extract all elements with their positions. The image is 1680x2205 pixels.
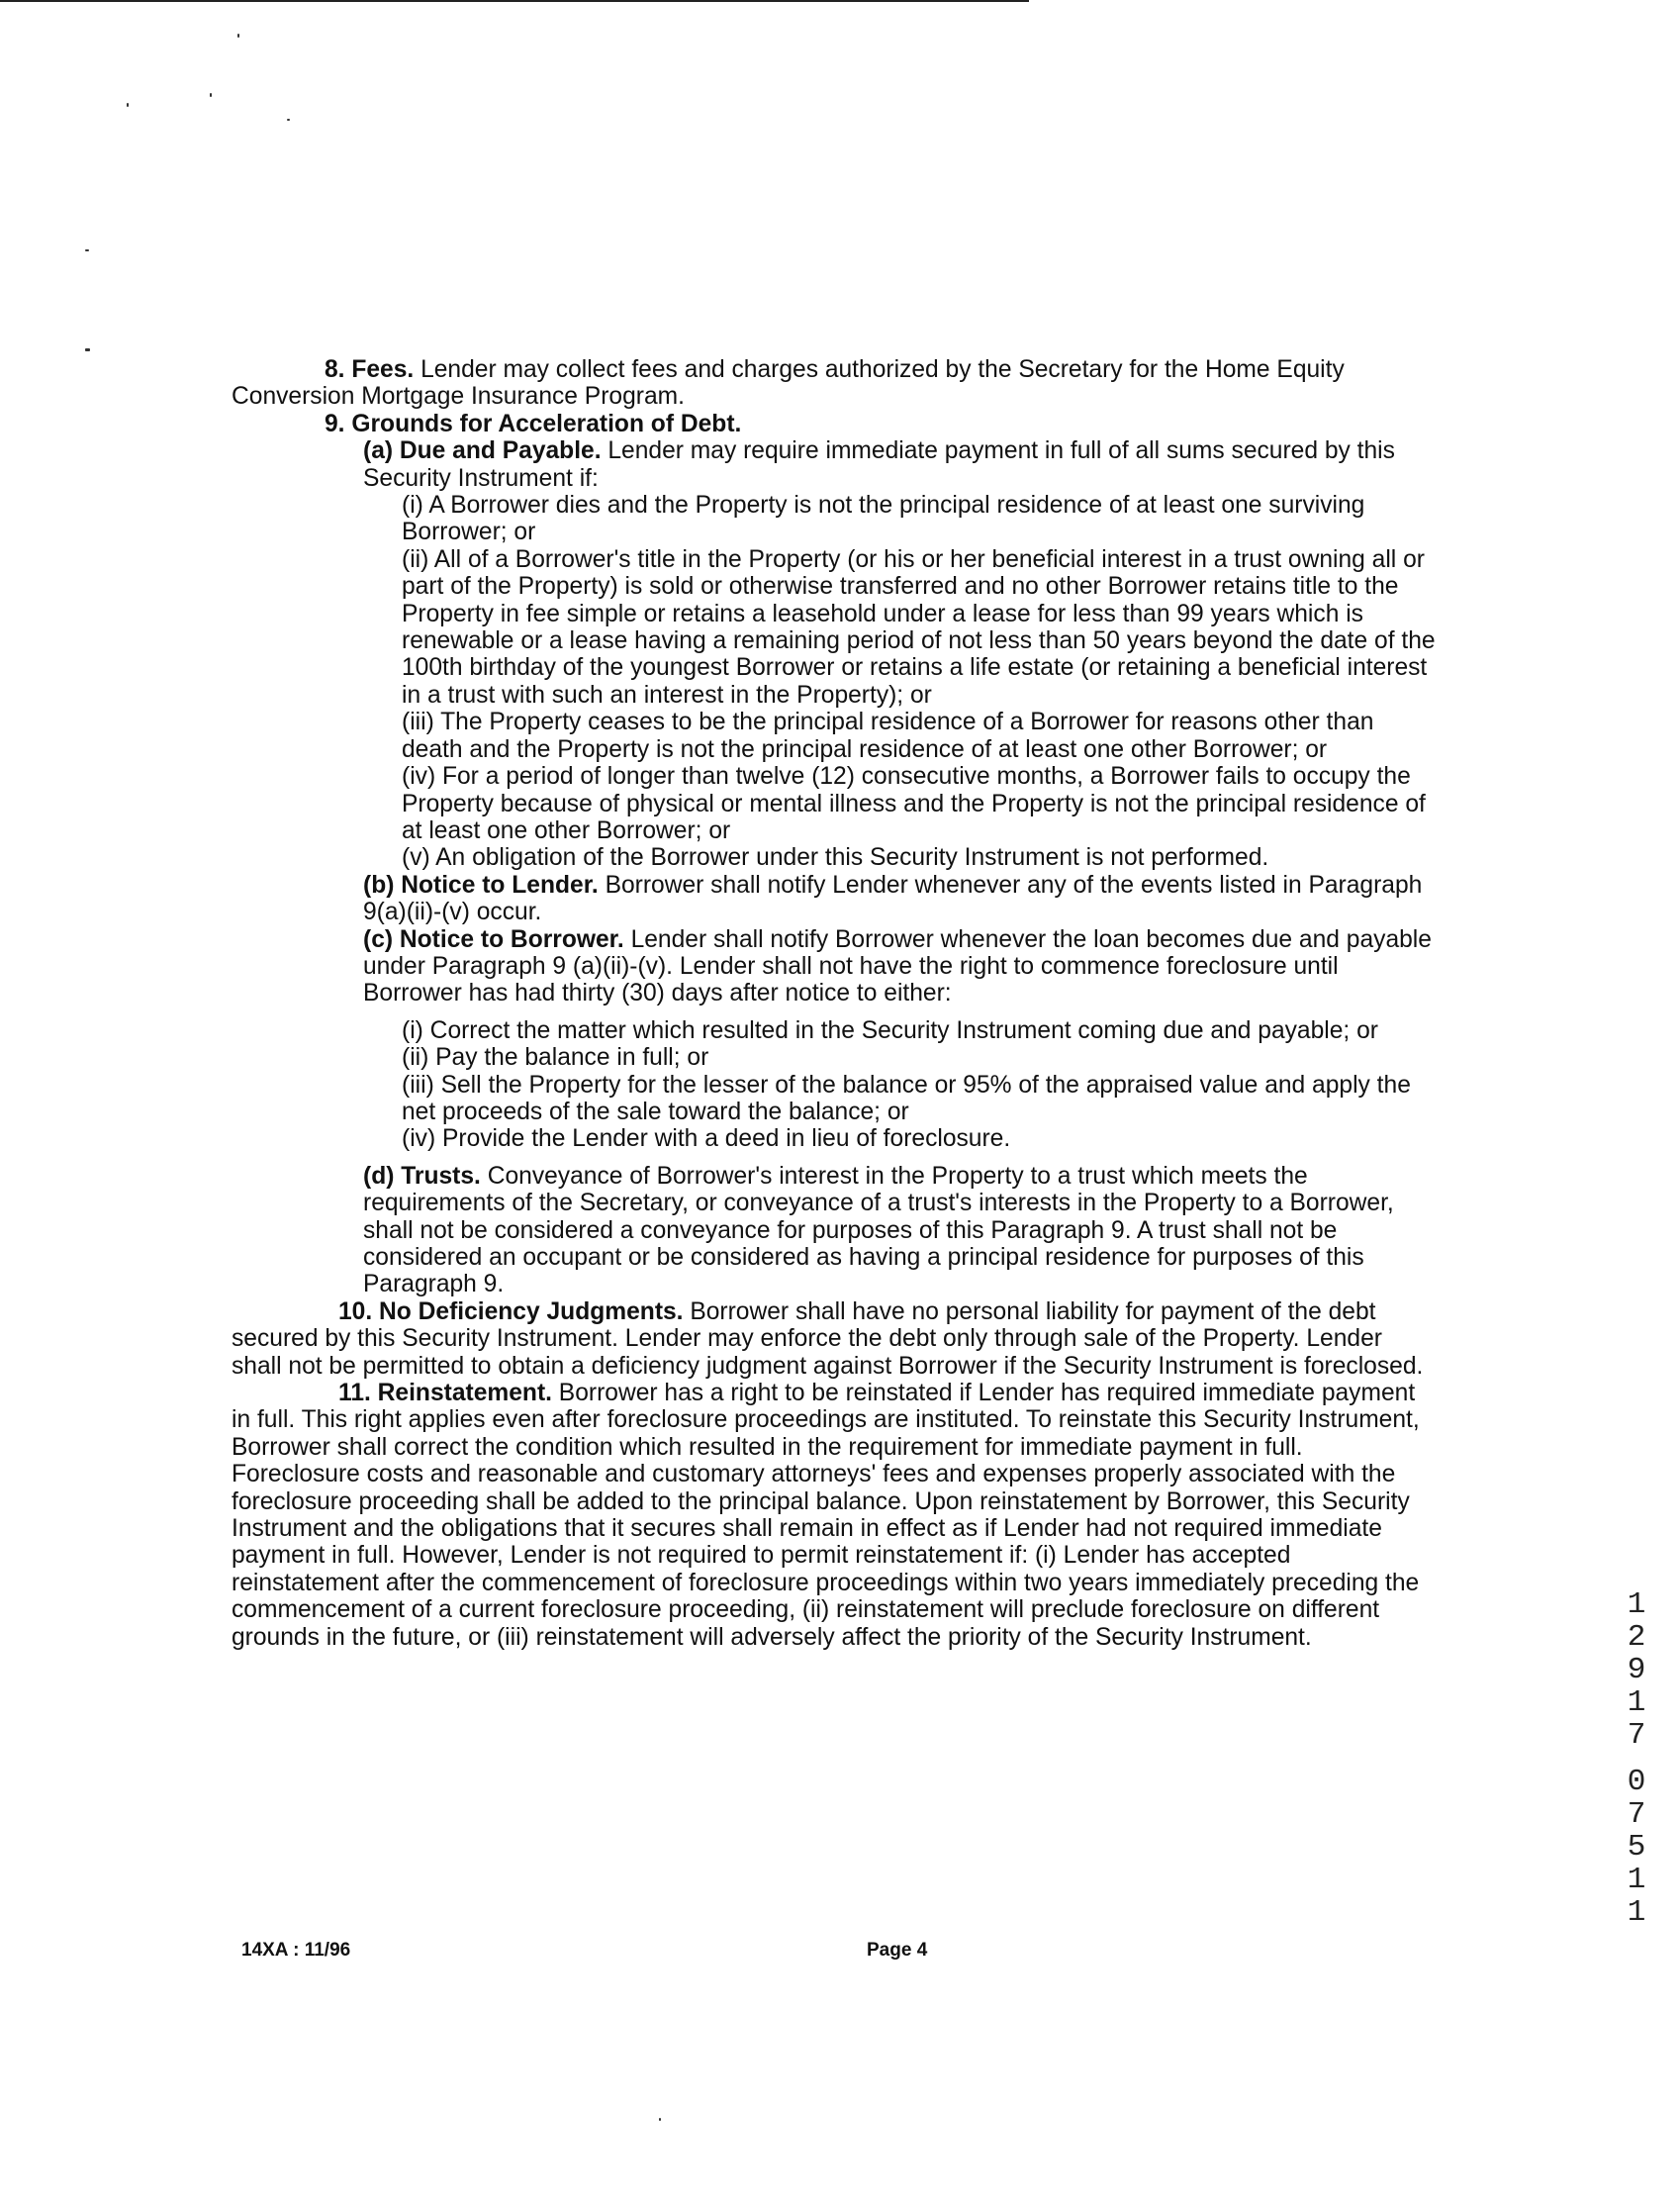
scan-speck bbox=[287, 119, 290, 121]
section-9 bbox=[232, 411, 1437, 437]
stamp-digit: 7 bbox=[1627, 1718, 1646, 1753]
clause-9b bbox=[363, 872, 1437, 926]
stamp-digit: 5 bbox=[1627, 1830, 1646, 1865]
clause-9d bbox=[363, 1163, 1437, 1298]
document-id-stamp bbox=[1623, 1588, 1650, 1929]
list-item: (iv) For a period of longer than twelve (12) consecutive months, a Borrower fails to occupy the Property because of physical or mental illness and the Property is not the principal residence of at least one other Borrower; or bbox=[402, 763, 1426, 844]
clause-heading: (c) Notice to Borrower. bbox=[363, 925, 624, 953]
clause-heading: (b) Notice to Lender. bbox=[363, 871, 599, 899]
stamp-digit: 0 bbox=[1627, 1765, 1646, 1799]
section-text: Borrower shall have no personal liability for payment of the debt secured by this Security Instrument. Lender may enforce the debt only through sale of the Property. Lender shall not be permitted to obtain a deficiency judgment against Borrower if the Security Instrument is foreclosed. bbox=[232, 1297, 1424, 1380]
list-item: (iii) Sell the Property for the lesser of the balance or 95% of the appraised value and apply the net proceeds of the sale toward the balance; or bbox=[402, 1071, 1411, 1125]
scan-speck bbox=[85, 348, 90, 351]
section-heading: 10. No Deficiency Judgments. bbox=[338, 1297, 684, 1325]
section-heading: 11. Reinstatement. bbox=[338, 1380, 552, 1407]
list-item: (iv) Provide the Lender with a deed in lieu of foreclosure. bbox=[402, 1125, 1011, 1153]
stamp-digit: 1 bbox=[1627, 1863, 1646, 1897]
document-body bbox=[232, 356, 1437, 1651]
list-item: (ii) Pay the balance in full; or bbox=[402, 1044, 709, 1072]
scan-speck bbox=[85, 249, 89, 251]
scan-speck bbox=[237, 34, 239, 38]
stamp-digit: 1 bbox=[1627, 1685, 1646, 1720]
clause-heading: (a) Due and Payable. bbox=[363, 437, 602, 465]
scan-speck bbox=[127, 103, 129, 107]
clause-text: Lender may require immediate payment in full of all sums secured by this Security Instrument if: bbox=[363, 437, 1395, 492]
clause-9c bbox=[363, 926, 1437, 1007]
list-item: (v) An obligation of the Borrower under this Security Instrument is not performed. bbox=[402, 844, 1269, 872]
list-item: (i) A Borrower dies and the Property is not the principal residence of at least one surviving Borrower; or bbox=[402, 492, 1365, 546]
stamp-digit: 2 bbox=[1627, 1620, 1646, 1655]
clause-heading: (d) Trusts. bbox=[363, 1162, 481, 1190]
clause-9a bbox=[363, 437, 1437, 492]
stamp-digit: 9 bbox=[1627, 1653, 1646, 1687]
section-heading: 8. Fees. bbox=[325, 356, 415, 383]
scan-top-edge bbox=[0, 0, 1029, 2]
section-text: Lender may collect fees and charges authorized by the Secretary for the Home Equity Conversion Mortgage Insurance Program. bbox=[232, 356, 1345, 411]
scan-speck bbox=[210, 93, 212, 97]
section-text: Borrower has a right to be reinstated if Lender has required immediate payment in full. This right applies even after foreclosure proceedings are instituted. To reinstate this Security Instrument, Borrower shall correct the condition which resulted in the requirement for immediate payment in full. Foreclosure costs and reasonable and customary attorneys' fees and expenses properly associated with the foreclosure proceeding shall be added to the principal balance. Upon reinstatement by Borrower, this Security Instrument and the obligations that it secures shall remain in effect as if Lender had not required immediate payment in full. However, Lender is not required to permit reinstatement if: (i) Lender has accepted reinstatement after the commencement of foreclosure proceedings within two years immediately preceding the commencement of a current foreclosure proceeding, (ii) reinstatement will preclude foreclosure on different grounds in the future, or (iii) reinstatement will adversely affect the priority of the Security Instrument. bbox=[232, 1380, 1420, 1651]
stamp-digit: 1 bbox=[1627, 1587, 1646, 1622]
stamp-digit: 7 bbox=[1627, 1797, 1646, 1832]
section-8 bbox=[232, 356, 1437, 411]
section-heading: 9. Grounds for Acceleration of Debt. bbox=[325, 410, 742, 437]
form-code: 14XA : 11/96 bbox=[241, 1940, 351, 1961]
page-number: Page 4 bbox=[867, 1940, 928, 1961]
list-item: (ii) All of a Borrower's title in the Property (or his or her beneficial interest in a trust owning all or part of the Property) is sold or otherwise transferred and no other Borrower retains title to the Property in fee simple or retains a leasehold under a lease for less than 99 years which is renewable or a lease having a remaining period of not less than 50 years beyond the date of the 100th birthday of the youngest Borrower or retains a life estate (or retaining a beneficial interest in a trust with such an interest in the Property); or bbox=[402, 545, 1436, 709]
section-10 bbox=[232, 1298, 1437, 1380]
clause-text: Lender shall notify Borrower whenever the loan becomes due and payable under Paragraph 9 (a)(ii)-(v). Lender shall not have the right to commence foreclosure until Borrower has had thirty (30) days after notice to either: bbox=[363, 925, 1432, 1007]
clause-text: Borrower shall notify Lender whenever any of the events listed in Paragraph 9(a)(ii)-(v) occur. bbox=[363, 871, 1423, 926]
list-item: (i) Correct the matter which resulted in the Security Instrument coming due and payable; or bbox=[402, 1016, 1378, 1044]
section-11 bbox=[232, 1380, 1437, 1651]
list-item: (iii) The Property ceases to be the principal residence of a Borrower for reasons other than death and the Property is not the principal residence of at least one other Borrower; or bbox=[402, 709, 1374, 763]
stamp-digit: 1 bbox=[1627, 1895, 1646, 1930]
scan-speck bbox=[659, 2118, 661, 2121]
clause-text: Conveyance of Borrower's interest in the Property to a trust which meets the requirements of the Secretary, or conveyance of a trust's interests in the Property to a Borrower, shall not be considered a conveyance for purposes of this Paragraph 9. A trust shall not be considered an occupant or be considered as having a principal residence for purposes of this Paragraph 9. bbox=[363, 1162, 1394, 1298]
